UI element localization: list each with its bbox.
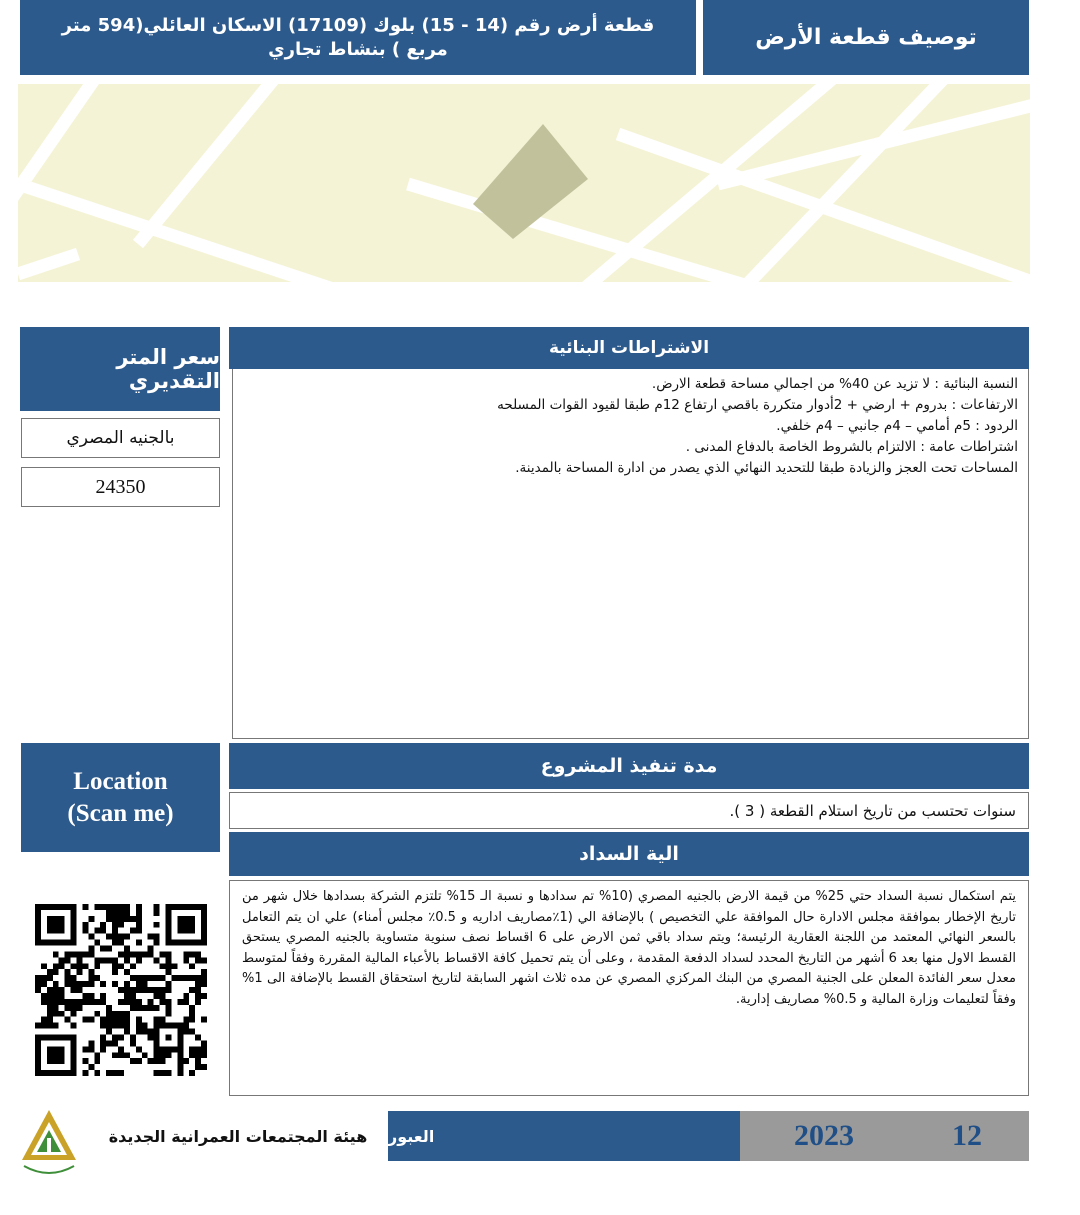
condition-line: اشتراطات عامة : الالتزام بالشروط الخاصة بالدفاع المدنى .: [685, 439, 1018, 455]
price-value: 24350: [21, 467, 220, 507]
plot-title: قطعة أرض رقم (14 - 15) بلوك (17109) الاسكان العائلي(594 متر مربع ) بنشاط تجاري: [20, 0, 696, 75]
year: 2023: [794, 1119, 854, 1152]
condition-line: المساحات تحت العجز والزيادة طبقا للتحديد النهائي الذي يصدر من ادارة المساحة بالمدينة.: [515, 460, 1018, 476]
location-line2: (Scan me): [67, 799, 174, 827]
location-qr-code[interactable]: [35, 904, 207, 1076]
payment-title: الية السداد: [229, 832, 1029, 876]
authority-name: هيئة المجتمعات العمرانية الجديدة: [108, 1126, 368, 1146]
section-title: توصيف قطعة الأرض: [703, 0, 1029, 75]
page-number: 12: [952, 1119, 982, 1152]
condition-line: الردود : 5م أمامي – 4م جانبي – 4م خلفي.: [776, 418, 1018, 434]
city-name: العبور: [388, 1111, 740, 1161]
price-unit: بالجنيه المصري: [21, 418, 220, 458]
duration-title: مدة تنفيذ المشروع: [229, 743, 1029, 789]
building-conditions-title: الاشتراطات البنائية: [229, 327, 1029, 369]
location-title: [21, 743, 220, 852]
ncua-logo: [18, 1108, 80, 1180]
payment-text: يتم استكمال نسبة السداد حتي 25% من قيمة الارض بالجنيه المصري (10% تم سدادها و نسبة الـ 15% تلتزم الشركة بسدادها خلال شهر من تاريخ الإخطار بموافقة مجلس الادارة حال الموافقة علي التخصيص ) بالإضافة الي (1٪مصاريف اداريه و 0.5٪ مجلس أمناء) علي ان يتم التعامل بالسعر النهائي المعتمد من اللجنة العقارية الرئيسة؛ ويتم سداد باقي ثمن الارض على 6 اقساط نصف سنوية متساوية بالجنيه المصري يستحق القسط الاول منها بعد 6 أشهر من التاريخ المحدد لسداد الدفعة المقدمة ، وعلى أن يتم تحميل كافة الاقساط بالأعباء المالية المقررة وفقاً لمتوسط معدل سعر الفائدة المعلن على الجنية المصري من البنك المركزي المصري عن مده ثلاث اشهر السابقة لتاريخ استحقاق القسط بالإضافة الى 1% وفقاً لتعليمات وزارة المالية و 0.5% مصاريف إدارية.: [229, 880, 1029, 1096]
building-conditions-body: [232, 369, 1029, 739]
condition-line: الارتفاعات : بدروم + ارضي + 2أدوار متكررة باقصي ارتفاع 12م طبقا لقيود القوات المسلحه: [497, 397, 1018, 413]
duration-text: سنوات تحتسب من تاريخ استلام القطعة ( 3 ).: [229, 792, 1029, 829]
price-title: سعر المتر التقديري: [20, 327, 220, 411]
condition-line: النسبة البنائية : لا تزيد عن 40% من اجمالي مساحة قطعة الارض.: [651, 376, 1018, 392]
location-line1: Location: [73, 767, 168, 795]
plot-map: [18, 84, 1030, 282]
